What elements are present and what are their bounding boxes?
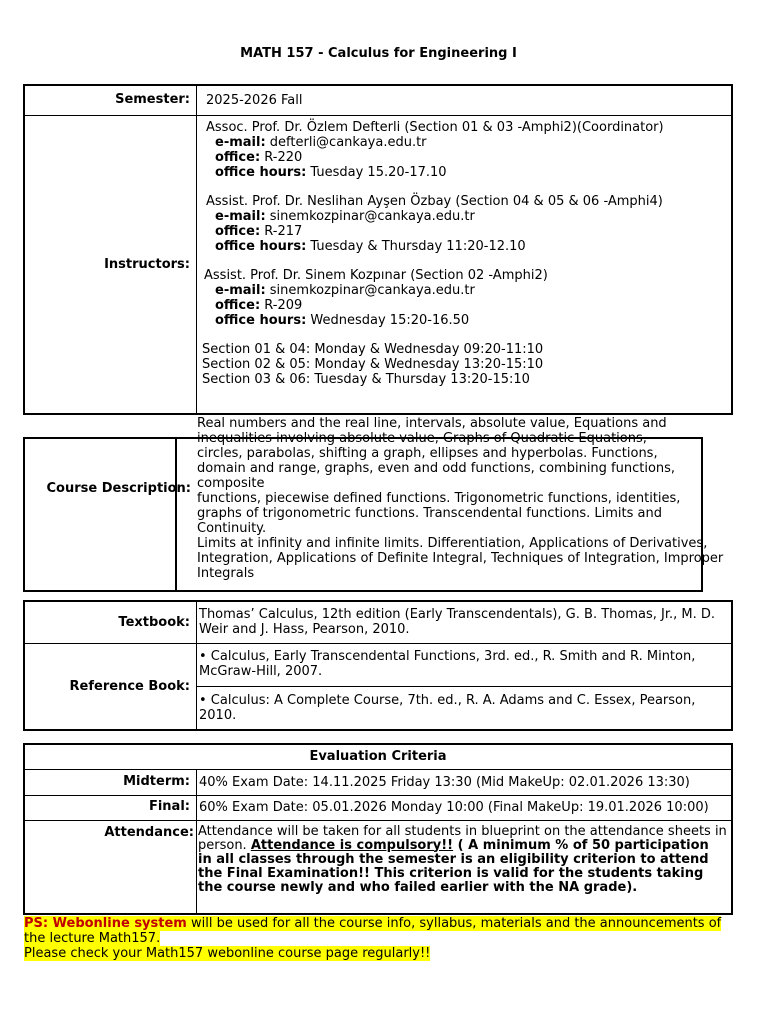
- description-line: Integrals: [197, 566, 255, 581]
- semester-value: 2025-2026 Fall: [197, 85, 733, 115]
- ps-check-reminder: Please check your Math157 webonline course page regularly!!: [24, 946, 431, 961]
- office-label: office:: [215, 223, 261, 239]
- reference-book-item: • Calculus, Early Transcendental Functions, 3rd. ed., R. Smith and R. Minton, McGraw-Hill, 2007.: [197, 643, 733, 686]
- final-value: 60% Exam Date: 05.01.2026 Monday 10:00 (Final MakeUp: 19.01.2026 10:00): [197, 795, 733, 820]
- instructor-name: Assoc. Prof. Dr. Özlem Defterli (Section 01 & 03 -Amphi2)(Coordinator): [206, 119, 664, 135]
- email-label: e-mail:: [215, 208, 266, 224]
- final-label: Final:: [24, 795, 197, 820]
- section-line: Section 02 & 05: Monday & Wednesday 13:20-15:10: [202, 356, 544, 372]
- semester-label: Semester:: [24, 85, 197, 115]
- description-line: inequalities involving absolute value, Graphs of Quadratic Equations,: [197, 431, 647, 446]
- office-value: R-209: [260, 297, 303, 313]
- ps-system-name: Webonline system: [48, 916, 187, 931]
- evaluation-header: Evaluation Criteria: [24, 744, 732, 769]
- course-info-table: [23, 84, 733, 415]
- instructor-3: [201, 268, 731, 328]
- textbook-value: Thomas’ Calculus, 12th edition (Early Transcendentals), G. B. Thomas, Jr., M. D. Weir and J. Hass, Pearson, 2010.: [197, 601, 733, 643]
- description-line: Integration, Applications of Definite Integral, Techniques of Integration, Improper: [197, 551, 724, 566]
- description-line: graphs of trigonometric functions. Transcendental functions. Limits and: [197, 506, 662, 521]
- email-label: e-mail:: [215, 134, 266, 150]
- email-label: e-mail:: [215, 282, 266, 298]
- office-hours-value: Tuesday & Thursday 11:20-12.10: [306, 238, 526, 254]
- office-value: R-217: [260, 223, 303, 239]
- instructor-name: Assist. Prof. Dr. Sinem Kozpınar (Section 02 -Amphi2): [204, 267, 548, 283]
- office-hours-value: Wednesday 15:20-16.50: [306, 312, 470, 328]
- email-value: sinemkozpinar@cankaya.edu.tr: [265, 282, 475, 298]
- description-line: Real numbers and the real line, intervals, absolute value, Equations and: [197, 416, 667, 431]
- books-table: [23, 600, 733, 731]
- ps-prefix: PS:: [24, 916, 49, 931]
- office-label: office:: [215, 149, 261, 165]
- course-description-label: Course Description:: [46, 481, 191, 496]
- office-value: R-220: [260, 149, 303, 165]
- section-schedule: [201, 342, 731, 387]
- office-hours-value: Tuesday 15.20-17.10: [306, 164, 447, 180]
- document-title: MATH 157 - Calculus for Engineering I: [240, 46, 517, 61]
- email-value: defterli@cankaya.edu.tr: [265, 134, 427, 150]
- reference-book-label: Reference Book:: [24, 643, 197, 730]
- evaluation-table: [23, 743, 733, 915]
- description-line: Limits at infinity and infinite limits. Differentiation, Applications of Derivatives,: [197, 536, 708, 551]
- office-hours-label: office hours:: [215, 312, 307, 328]
- instructor-2: [201, 194, 731, 254]
- attendance-compulsory: Attendance is compulsory!!: [250, 837, 454, 853]
- course-description-label-cell: [25, 439, 191, 590]
- instructors-cell: [197, 115, 733, 414]
- midterm-label: Midterm:: [24, 769, 197, 795]
- description-line: circles, parabolas, shifting a graph, ellipses and hyperbolas. Functions,: [197, 446, 658, 461]
- attendance-intro: Attendance will be taken for all students in blueprint on the attendance sheets in person.: [198, 823, 727, 853]
- email-value: sinemkozpinar@cankaya.edu.tr: [265, 208, 475, 224]
- reference-book-item: • Calculus: A Complete Course, 7th. ed., R. A. Adams and C. Essex, Pearson, 2010.: [197, 686, 733, 730]
- description-line: Continuity.: [197, 521, 267, 536]
- attendance-value: [197, 820, 733, 914]
- textbook-label: Textbook:: [24, 601, 197, 643]
- office-label: office:: [215, 297, 261, 313]
- section-line: Section 03 & 06: Tuesday & Thursday 13:20-15:10: [202, 371, 530, 387]
- course-description-text: [197, 416, 737, 581]
- midterm-value: 40% Exam Date: 14.11.2025 Friday 13:30 (Mid MakeUp: 02.01.2026 13:30): [197, 769, 733, 795]
- instructor-1: [201, 120, 731, 180]
- instructors-label: Instructors:: [24, 115, 197, 414]
- ps-text: will be used for all the course info, syllabus, materials and the announcements of the lecture Math157.: [24, 916, 722, 946]
- ps-note: [24, 916, 736, 961]
- attendance-rule: ( A minimum % of 50 participation in all classes through the semester is an eligibility criterion to attend the Final Examination!! This criterion is valid for the students taking the course newly and who failed earlier with the NA grade).: [198, 837, 709, 895]
- instructor-name: Assist. Prof. Dr. Neslihan Ayşen Özbay (Section 04 & 05 & 06 -Amphi4): [206, 193, 663, 209]
- office-hours-label: office hours:: [215, 164, 307, 180]
- description-line: functions, piecewise defined functions. Trigonometric functions, identities,: [197, 491, 681, 506]
- office-hours-label: office hours:: [215, 238, 307, 254]
- description-line: domain and range, graphs, even and odd functions, combining functions,: [197, 461, 676, 476]
- description-line: composite: [197, 476, 265, 491]
- section-line: Section 01 & 04: Monday & Wednesday 09:20-11:10: [202, 341, 544, 357]
- attendance-label: Attendance:: [24, 820, 197, 914]
